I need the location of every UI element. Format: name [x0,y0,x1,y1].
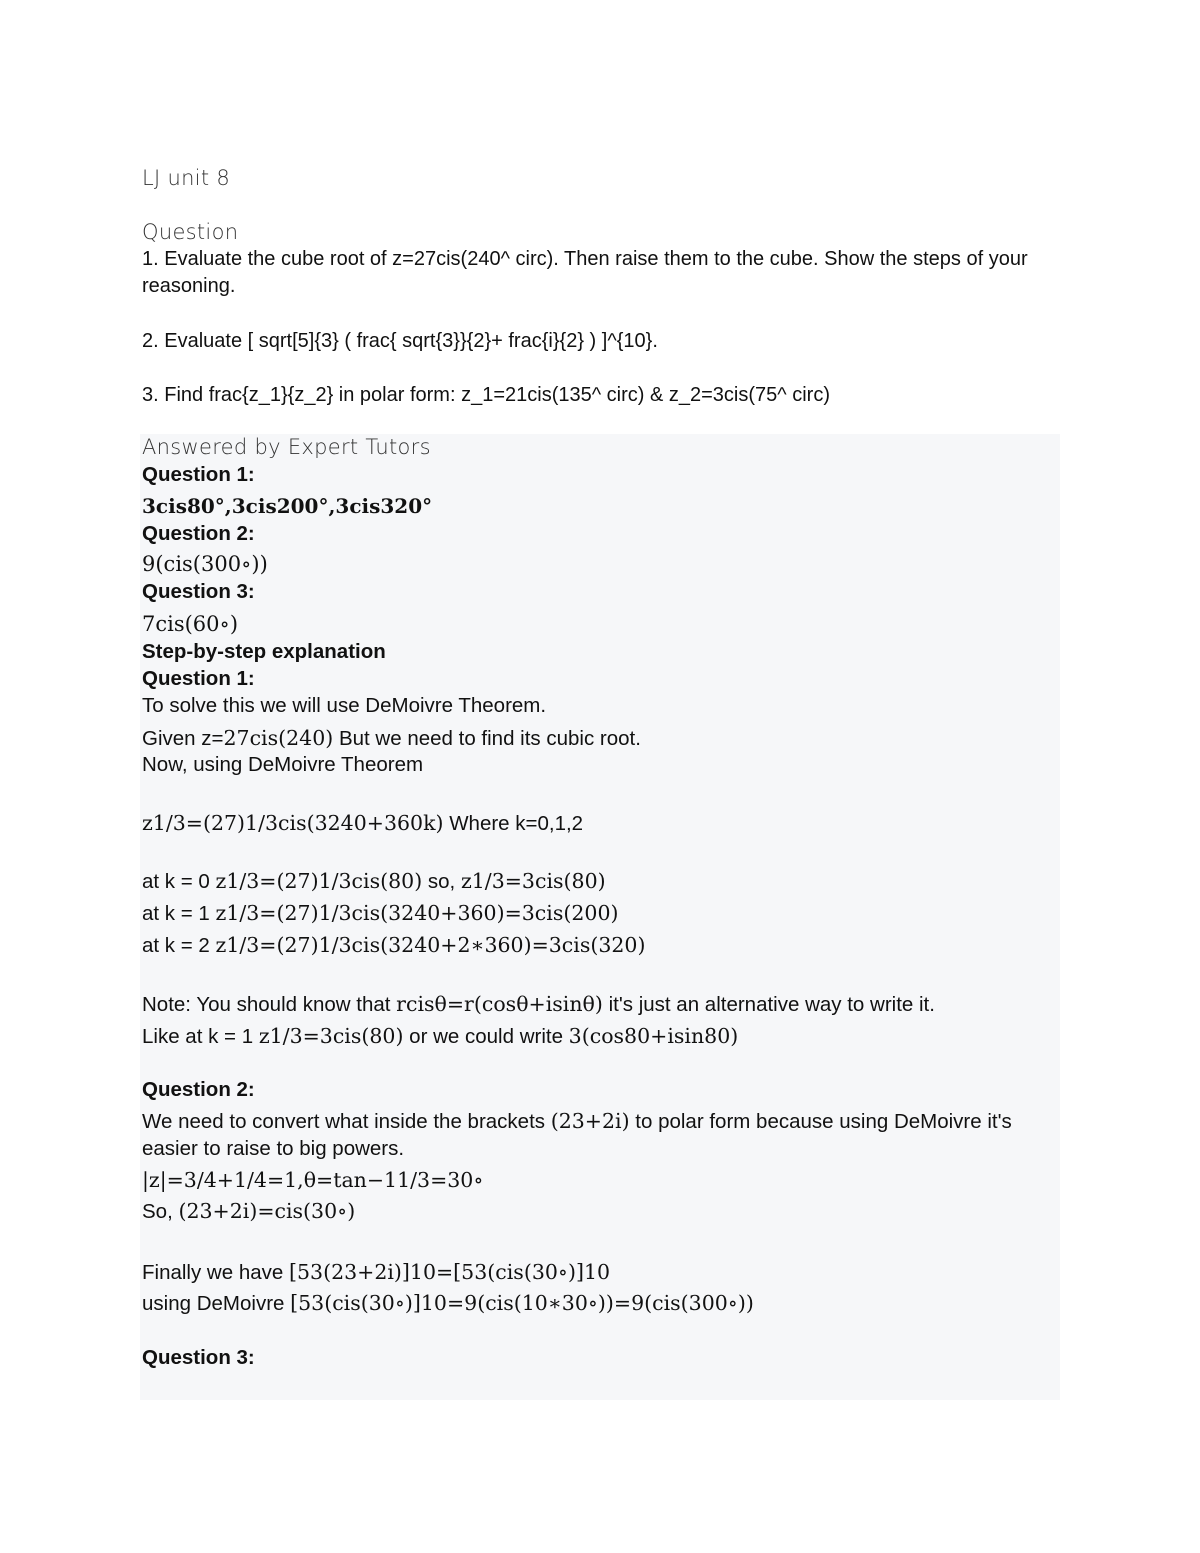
text-span: But we need to find its cubic root. [333,727,641,750]
question-heading: Question [142,220,239,244]
answer-heading: Answered by Expert Tutors [142,435,431,459]
answer-q1-value: 3cis80°,3cis200°,3cis320° [142,494,433,518]
text-span: We need to convert what inside the brackets [142,1110,551,1133]
step-q1-k2 [142,933,645,958]
text-span: it's just an alternative way to write it. [602,993,935,1016]
math-span: 3(cos80+isin80) [568,1024,739,1048]
text-span: or we could write [403,1025,569,1048]
text-span: Like at k = 1 [142,1025,259,1048]
text-span: to polar form because using DeMoivre it's easier to raise to big powers. [142,1110,1012,1160]
math-span: z1/3=(27)1/3cis(80) [215,869,423,893]
step-q3-label: Question 3: [142,1346,255,1369]
step-q1-formula [142,811,583,836]
step-q2-line-5 [142,1291,754,1316]
step-q2-line-1 [142,1108,1047,1162]
math-span: z1/3=3cis(80) [460,869,606,893]
math-span: z1/3=(27)1/3cis(3240+360k) [142,811,444,835]
math-span: z1/3=3cis(80) [258,1024,404,1048]
step-q1-k1 [142,901,619,926]
step-q1-like [142,1024,738,1049]
answer-q3-value: 7cis(60∘) [142,612,239,636]
step-q1-k0 [142,869,606,894]
text-span: at k = 2 [142,934,216,957]
text-span: using DeMoivre [142,1292,291,1315]
question-2-text: 2. Evaluate [ sqrt[5]{3} ( frac{ sqrt{3}}{2}+ frac{i}{2} ) ]^{10}. [142,330,658,352]
question-3-text: 3. Find frac{z_1}{z_2} in polar form: z_1=21cis(135^ circ) & z_2=3cis(75^ circ) [142,384,830,406]
document-title: LJ unit 8 [142,166,230,190]
math-span: [53(cis(30∘)]10=9(cis(10∗30∘))=9(cis(300∘)) [290,1291,754,1315]
text-span: Given z= [142,727,224,750]
text-span: Finally we have [142,1261,289,1284]
step-q2-line-3 [142,1199,355,1224]
text-span: Note: You should know that [142,993,397,1016]
answer-q1-label: Question 1: [142,463,255,486]
step-q1-note [142,992,935,1017]
text-span: Where k=0,1,2 [443,812,584,835]
step-heading: Step-by-step explanation [142,640,386,663]
math-span: z1/3=(27)1/3cis(3240+360)=3cis(200) [215,901,619,925]
math-span: rcisθ=r(cosθ+isinθ) [396,992,603,1016]
text-span: So, [142,1200,179,1223]
step-q2-line-4 [142,1260,610,1285]
step-q1-line-1: To solve this we will use DeMoivre Theorem. [142,694,547,717]
math-span: (23+2i) [550,1109,630,1133]
answer-q2-value: 9(cis(300∘)) [142,552,268,576]
math-span: (23+2i)=cis(30∘) [178,1199,356,1223]
text-span: so, [422,870,461,893]
step-q2-line-2: |z|=3/4+1/4=1,θ=tan−11/3=30∘ [142,1168,484,1192]
question-1-text: 1. Evaluate the cube root of z=27cis(240^ circ). Then raise them to the cube. Show the steps of your reasoning. [142,248,1028,297]
answer-q2-label: Question 2: [142,522,255,545]
math-span: 27cis(240) [223,726,334,750]
step-q2-label: Question 2: [142,1078,255,1101]
answer-q3-label: Question 3: [142,580,255,603]
math-span: z1/3=(27)1/3cis(3240+2∗360)=3cis(320) [215,933,646,957]
step-q1-line-2 [142,726,641,751]
text-span: at k = 0 [142,870,216,893]
text-span: at k = 1 [142,902,216,925]
math-span: [53(23+2i)]10=[53(cis(30∘)]10 [288,1260,611,1284]
step-q1-label: Question 1: [142,667,255,690]
step-q1-line-3: Now, using DeMoivre Theorem [142,753,424,776]
